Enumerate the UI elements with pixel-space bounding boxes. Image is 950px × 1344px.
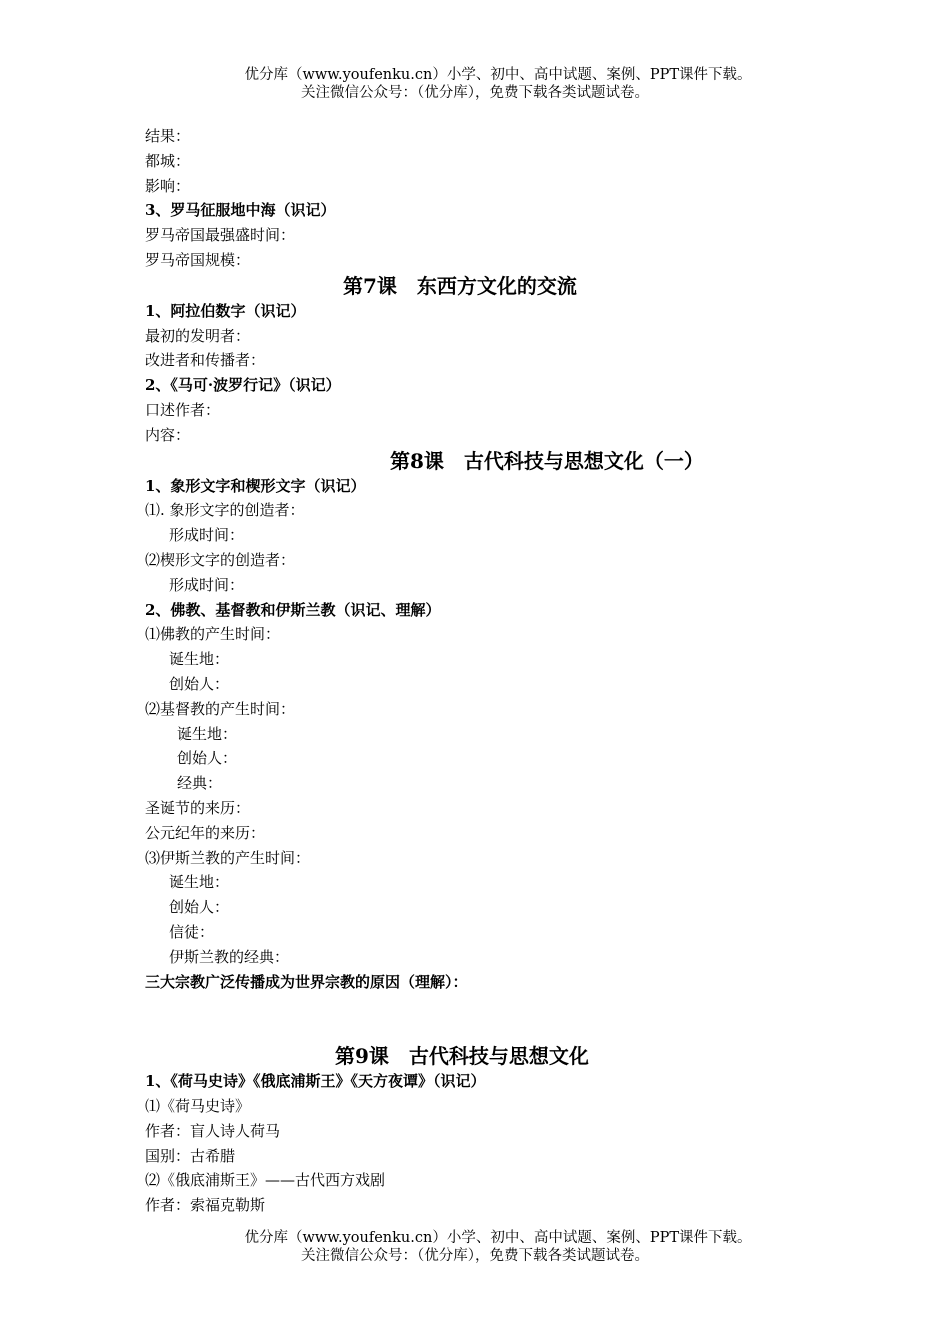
lesson-8-title: 第8课 古代科技与思想文化（一）: [390, 448, 704, 473]
text-line: 创始人：: [177, 749, 238, 768]
section-heading: 三大宗教广泛传播成为世界宗教的原因（理解）：: [145, 972, 468, 991]
text-line: 形成时间：: [169, 575, 245, 594]
section-heading: 1、象形文字和楔形文字（识记）: [145, 476, 366, 495]
text-line: 创始人：: [169, 674, 230, 693]
text-line: 诞生地：: [169, 873, 230, 892]
footer-line-1: 优分库（www.youfenku.cn）小学、初中、高中试题、案例、PPT课件下载。: [244, 1230, 752, 1246]
text-line: 国别：古希腊: [145, 1146, 236, 1165]
text-line: 形成时间：: [169, 526, 245, 545]
text-line: 作者：索福克勒斯: [145, 1196, 266, 1215]
text-line: 罗马帝国最强盛时间：: [145, 226, 296, 245]
section-heading: 2、佛教、基督教和伊斯兰教（识记、理解）: [145, 600, 441, 619]
text-line: 最初的发明者：: [145, 326, 251, 345]
spacer: [145, 994, 785, 1043]
lesson-7-title: 第7课 东西方文化的交流: [343, 273, 577, 298]
lesson-9-title: 第9课 古代科技与思想文化: [335, 1044, 589, 1069]
page-footer: [0, 1229, 950, 1265]
text-line: ⑶伊斯兰教的产生时间：: [145, 848, 311, 867]
text-line: ⑴《荷马史诗》: [145, 1097, 251, 1116]
text-line: 圣诞节的来历：: [145, 798, 251, 817]
text-line: 公元纪年的来历：: [145, 823, 266, 842]
text-line: 罗马帝国规模：: [145, 250, 251, 269]
text-line: 信徒：: [169, 922, 215, 941]
text-line: ⑴佛教的产生时间：: [145, 625, 281, 644]
text-line: 作者：盲人诗人荷马: [145, 1121, 281, 1140]
text-line: 诞生地：: [169, 650, 230, 669]
text-line: ⑵《俄底浦斯王》——古代西方戏剧: [145, 1171, 386, 1190]
document-body: [145, 124, 785, 1218]
text-line: 口述作者：: [145, 400, 221, 419]
text-line: ⑴. 象形文字的创造者：: [145, 501, 305, 520]
text-line: 诞生地：: [177, 724, 238, 743]
text-line: 结果：: [145, 127, 191, 145]
text-line: 影响：: [145, 176, 191, 195]
page-header: [0, 66, 950, 102]
text-line: 经典：: [177, 774, 223, 793]
footer-line-2: 关注微信公众号：（优分库），免费下载各类试题试卷。: [301, 1248, 649, 1264]
text-line: 内容：: [145, 425, 191, 444]
section-heading: 2、《马可·波罗行记》（识记）: [145, 376, 341, 395]
text-line: 改进者和传播者：: [145, 351, 266, 370]
section-heading: 3、罗马征服地中海（识记）: [145, 201, 336, 220]
text-line: ⑵基督教的产生时间：: [145, 699, 296, 718]
section-heading: 1、阿拉伯数字（识记）: [145, 301, 306, 320]
section-heading: 1、《荷马史诗》《俄底浦斯王》《天方夜谭》（识记）: [145, 1072, 486, 1091]
text-line: 伊斯兰教的经典：: [169, 947, 290, 966]
text-line: ⑵楔形文字的创造者：: [145, 550, 296, 569]
header-line-2: 关注微信公众号：（优分库），免费下载各类试题试卷。: [301, 85, 649, 101]
text-line: 创始人：: [169, 898, 230, 917]
header-line-1: 优分库（www.youfenku.cn）小学、初中、高中试题、案例、PPT课件下载。: [244, 67, 752, 83]
text-line: 都城：: [145, 151, 191, 170]
